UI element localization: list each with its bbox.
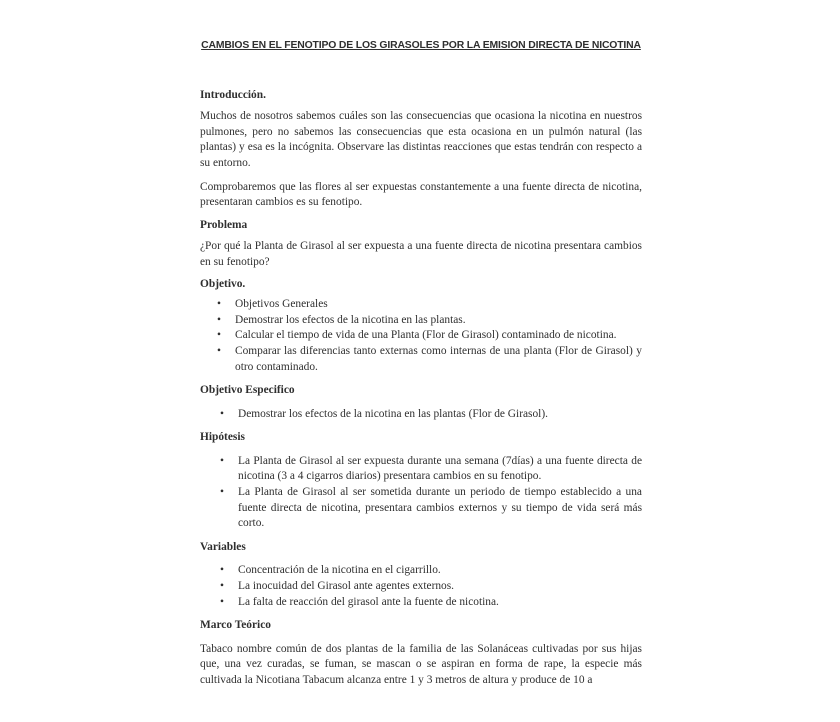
list-item-text: Demostrar los efectos de la nicotina en las plantas (Flor de Girasol). [238, 407, 548, 420]
list-item-text: Comparar las diferencias tanto externas como internas de una planta (Flor de Girasol) y otro contaminado. [235, 344, 642, 373]
list-item [200, 328, 642, 344]
paragraph-introduccion: Muchos de nosotros sabemos cuáles son las consecuencias que ocasiona la nicotina en nuestros pulmones, pero no sabemos las consecuencias que esta ocasiona en un pulmón natural (las plantas) y esa es la incógnita. Observare las distintas reacciones que estas tendrán con respecto a su entorno. [200, 110, 642, 169]
list-item-text: La falta de reacción del girasol ante la fuente de nicotina. [238, 595, 499, 608]
paragraph-comprobaremos: Comprobaremos que las flores al ser expuestas constantemente a una fuente directa de nicotina, presentaran cambios es su fenotipo. [200, 180, 642, 209]
list-objetivos [200, 297, 642, 375]
heading-hipotesis: Hipótesis [200, 431, 245, 444]
list-variables [200, 563, 642, 610]
list-hipotesis [200, 454, 642, 532]
heading-introduccion: Introducción. [200, 88, 266, 101]
list-item-text: Concentración de la nicotina en el cigarrillo. [238, 564, 441, 577]
heading-objetivo-especifico: Objetivo Especifico [200, 384, 295, 397]
heading-objetivo: Objetivo. [200, 277, 246, 290]
list-item [200, 485, 642, 532]
list-item [200, 344, 642, 375]
bullet-icon: • [217, 313, 221, 326]
heading-marco-teorico: Marco Teórico [200, 619, 271, 632]
bullet-icon: • [220, 595, 224, 608]
bullet-icon: • [217, 344, 221, 357]
list-item [200, 407, 642, 423]
list-item-text: La inocuidad del Girasol ante agentes externos. [238, 580, 455, 593]
bullet-icon: • [220, 407, 224, 420]
heading-problema: Problema [200, 218, 248, 231]
heading-variables: Variables [200, 540, 246, 553]
list-item-text: La Planta de Girasol al ser sometida durante un periodo de tiempo establecido a una fuente directa de nicotina, presentara cambios externos y su tiempo de vida será más corto. [238, 486, 642, 530]
list-item [200, 579, 642, 595]
bullet-icon: • [220, 454, 224, 467]
document-title: CAMBIOS EN EL FENOTIPO DE LOS GIRASOLES POR LA EMISION DIRECTA DE NICOTINA [201, 40, 641, 51]
list-objetivo-especifico [200, 407, 642, 423]
bullet-icon: • [217, 329, 221, 342]
bullet-icon: • [220, 564, 224, 577]
list-item [200, 297, 642, 313]
bullet-icon: • [217, 298, 221, 311]
bullet-icon: • [220, 486, 224, 499]
list-item-text: Demostrar los efectos de la nicotina en las plantas. [235, 313, 466, 326]
bullet-icon: • [220, 580, 224, 593]
list-item-text: Calcular el tiempo de vida de una Planta (Flor de Girasol) contaminado de nicotina. [235, 329, 617, 342]
list-item-text: Objetivos Generales [235, 298, 328, 311]
paragraph-marco-teorico: Tabaco nombre común de dos plantas de la familia de las Solanáceas cultivadas por sus hijas que, una vez curadas, se fuman, se mascan o se aspiran en forma de rape, la especie más cultivada la Nicotiana Tabacum alcanza entre 1 y 3 metros de altura y produce de 10 a [200, 642, 642, 686]
list-item-text: La Planta de Girasol al ser expuesta durante una semana (7días) a una fuente directa de nicotina (3 a 4 cigarros diarios) presentara cambios en su fenotipo. [238, 454, 642, 483]
list-item [200, 454, 642, 485]
paragraph-problema: ¿Por qué la Planta de Girasol al ser expuesta a una fuente directa de nicotina presentara cambios en su fenotipo? [200, 240, 642, 268]
list-item [200, 595, 642, 611]
list-item [200, 313, 642, 329]
document-page [200, 30, 642, 722]
list-item [200, 563, 642, 579]
